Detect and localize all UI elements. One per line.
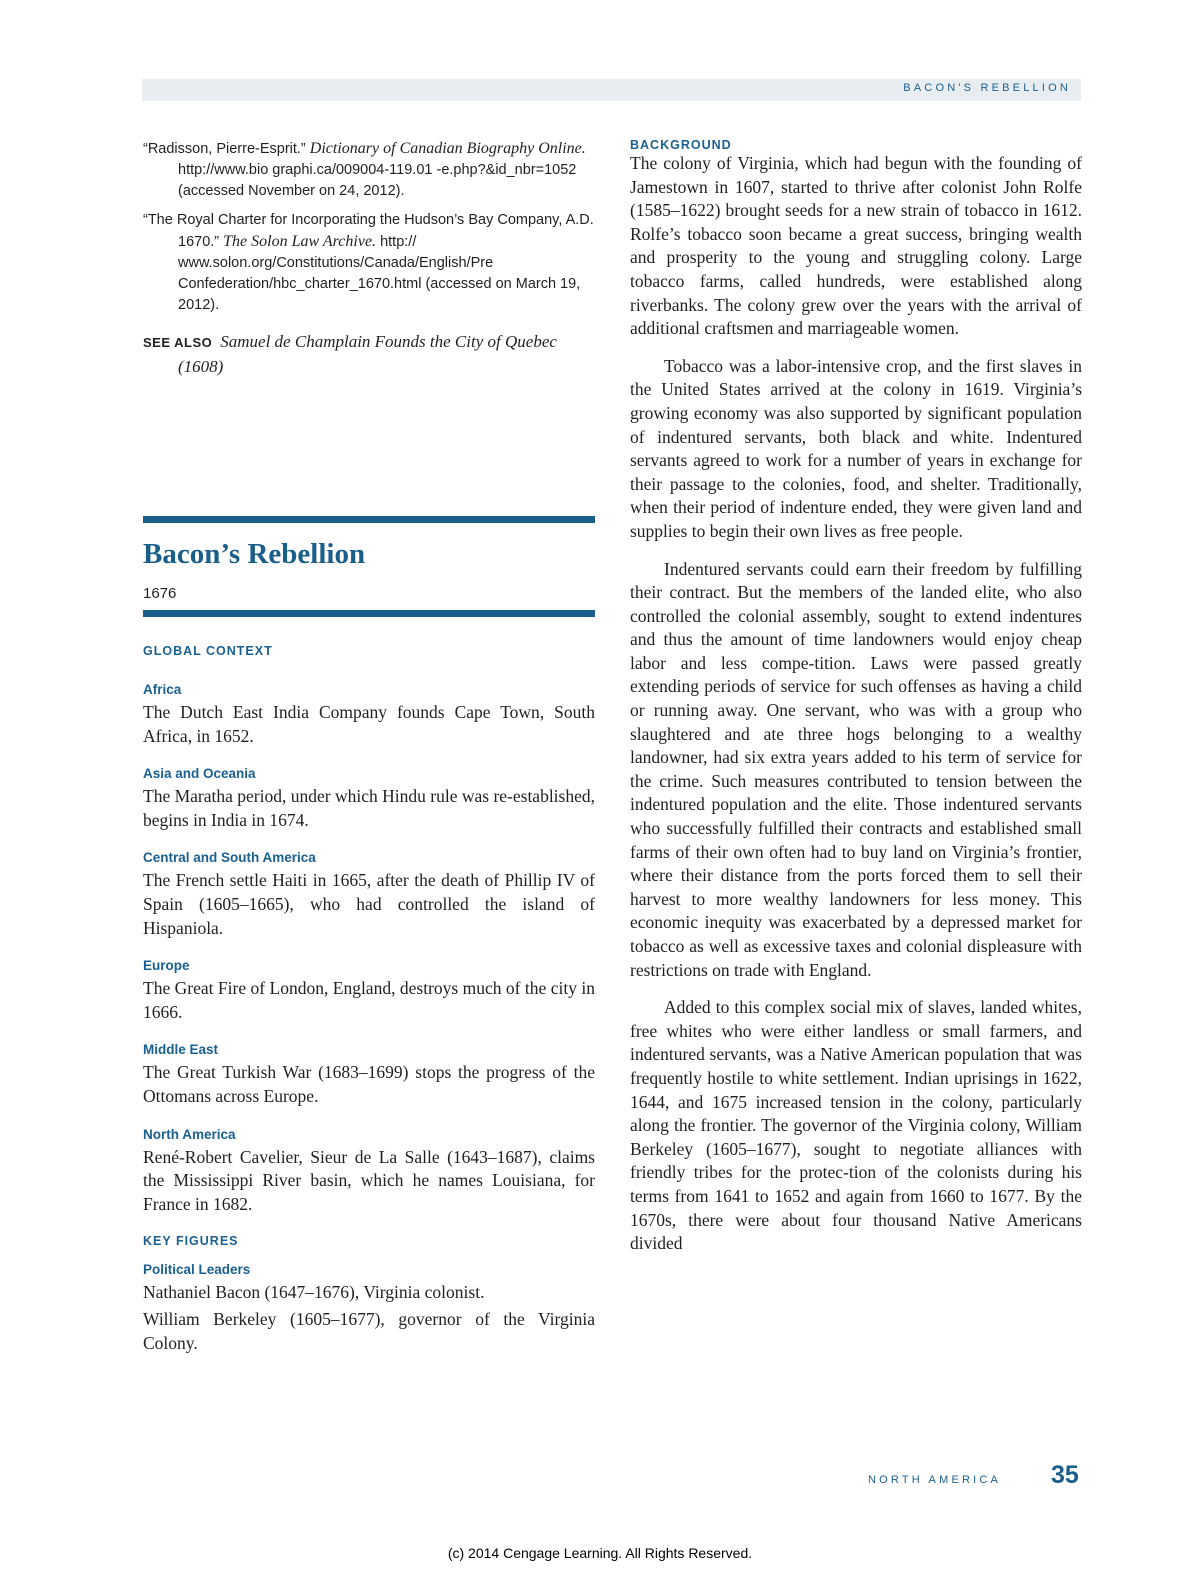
- region-text: The Maratha period, under which Hindu rule was re-established, begins in India in 1674.: [143, 786, 595, 830]
- region-heading: Africa: [143, 682, 182, 697]
- region-heading: Central and South America: [143, 850, 316, 866]
- references-section: [143, 138, 595, 396]
- region-text: The Great Turkish War (1683–1699) stops the progress of the Ottomans across Europe.: [143, 1062, 595, 1106]
- background-section: [630, 138, 1082, 1270]
- region-text: The French settle Haiti in 1665, after the death of Phillip IV of Spain (1605–1665), who had controlled the island of Hispaniola.: [143, 870, 595, 938]
- global-context-heading: GLOBAL CONTEXT: [143, 644, 273, 658]
- region-text: The Dutch East India Company founds Cape Town, South Africa, in 1652.: [143, 702, 595, 746]
- background-paragraph: Indentured servants could earn their freedom by fulfilling their contract. But the members of the landed elite, who also controlled the colonial assembly, sought to extend indentures and thus the amount of time landowners would enjoy cheap labor and less compe-tition. Laws were passed greatly extending periods of service for such offenses as having a child or running away. One servant, who was with a group who slaughtered and ate three hogs belonging to a wealthy landowner, had six extra years added to his term of service for the crime. Such measures contributed to tension between the indentured population and the elite. Those indentured servants who successfully fulfilled their contracts and established small farms of their own often had to buy land on Virginia’s frontier, where their distance from the ports forced them to sell their harvest to more wealthy landowners for less money. This economic inequity was exacerbated by a depressed market for tobacco as well as excessive taxes and colonial displeasure with restrictions on trade with England.: [630, 558, 1082, 980]
- title-bottom-rule: [143, 610, 595, 617]
- see-also-link[interactable]: Samuel de Champlain Founds the City of Quebec (1608): [178, 332, 557, 376]
- region-heading: Europe: [143, 958, 190, 974]
- copyright-notice: (c) 2014 Cengage Learning. All Rights Reserved.: [447, 1545, 753, 1561]
- see-also: [143, 330, 595, 379]
- page-number: 35: [1051, 1461, 1079, 1489]
- political-leaders-heading: Political Leaders: [143, 1262, 251, 1278]
- region-heading: Asia and Oceania: [143, 766, 256, 782]
- title-top-rule: [143, 516, 595, 523]
- reference-item: “The Royal Charter for Incorporating the Hudson’s Bay Company, A.D. 1670.” The Solon Law Archive. http:// www.solon.org/Constitutions/Canada/English/Pre Confederation/hbc_charter_1670.html (accessed on March 19, 2012).: [143, 212, 594, 313]
- running-header-band: [142, 79, 1081, 101]
- region-heading: Middle East: [143, 1042, 219, 1058]
- background-paragraph: The colony of Virginia, which had begun with the founding of Jamestown in 1607, started to thrive after colonist John Rolfe (1585–1622) brought seeds for a new strain of tobacco in 1612. Rolfe’s tobacco soon became a great success, bringing wealth and prosperity to the young and struggling colony. Large tobacco farms, called hundreds, were established along riverbanks. The colony grew over the years with the arrival of additional craftsmen and marriageable women.: [630, 153, 1082, 339]
- background-heading: BACKGROUND: [630, 138, 732, 152]
- see-also-label: SEE ALSO: [143, 335, 213, 350]
- background-paragraph: Added to this complex social mix of slaves, landed whites, free whites who were either landless or small farmers, and indentured servants, was a Native American population that was frequently hostile to white settlement. Indian uprisings in 1622, 1644, and 1675 increased tension in the colony, particularly along the frontier. The governor of the Virginia colony, William Berkeley (1605–1677), sought to negotiate alliances with friendly tribes for the protec-tion of the colonists during his terms from 1641 to 1652 and again from 1660 to 1677. By the 1670s, there were about four thousand Native Americans divided: [630, 997, 1082, 1254]
- reference-item: “Radisson, Pierre-Esprit.” Dictionary of Canadian Biography Online. http://www.bio graphi.ca/009004-119.01 -e.php?&id_nbr=1052 (accessed November on 24, 2012).: [143, 140, 586, 199]
- global-context-section: [143, 644, 595, 1358]
- running-header-title: BACON'S REBELLION: [903, 82, 1071, 94]
- article-year: 1676: [143, 585, 177, 602]
- article-title: Bacon’s Rebellion: [143, 538, 366, 570]
- region-text: The Great Fire of London, England, destroys much of the city in 1666.: [143, 978, 595, 1022]
- region-heading: North America: [143, 1126, 236, 1142]
- key-figures-heading: KEY FIGURES: [143, 1234, 239, 1249]
- key-figure: William Berkeley (1605–1677), governor of the Virginia Colony.: [143, 1308, 595, 1353]
- footer-section-label: NORTH AMERICA: [868, 1474, 1002, 1486]
- region-text: René-Robert Cavelier, Sieur de La Salle (1643–1687), claims the Mississippi River basin, which he names Louisiana, for France in 1682.: [143, 1146, 595, 1214]
- key-figure: Nathaniel Bacon (1647–1676), Virginia colonist.: [143, 1282, 485, 1303]
- background-paragraph: Tobacco was a labor-intensive crop, and the first slaves in the United States arrived at the colony in 1619. Virginia’s growing economy was also supported by significant population of indentured servants, both black and white. Indentured servants agreed to work for a number of years in exchange for their passage to the colonies, food, and shelter. Traditionally, when their period of indenture ended, they were given land and supplies to begin their own lives as free people.: [630, 355, 1082, 541]
